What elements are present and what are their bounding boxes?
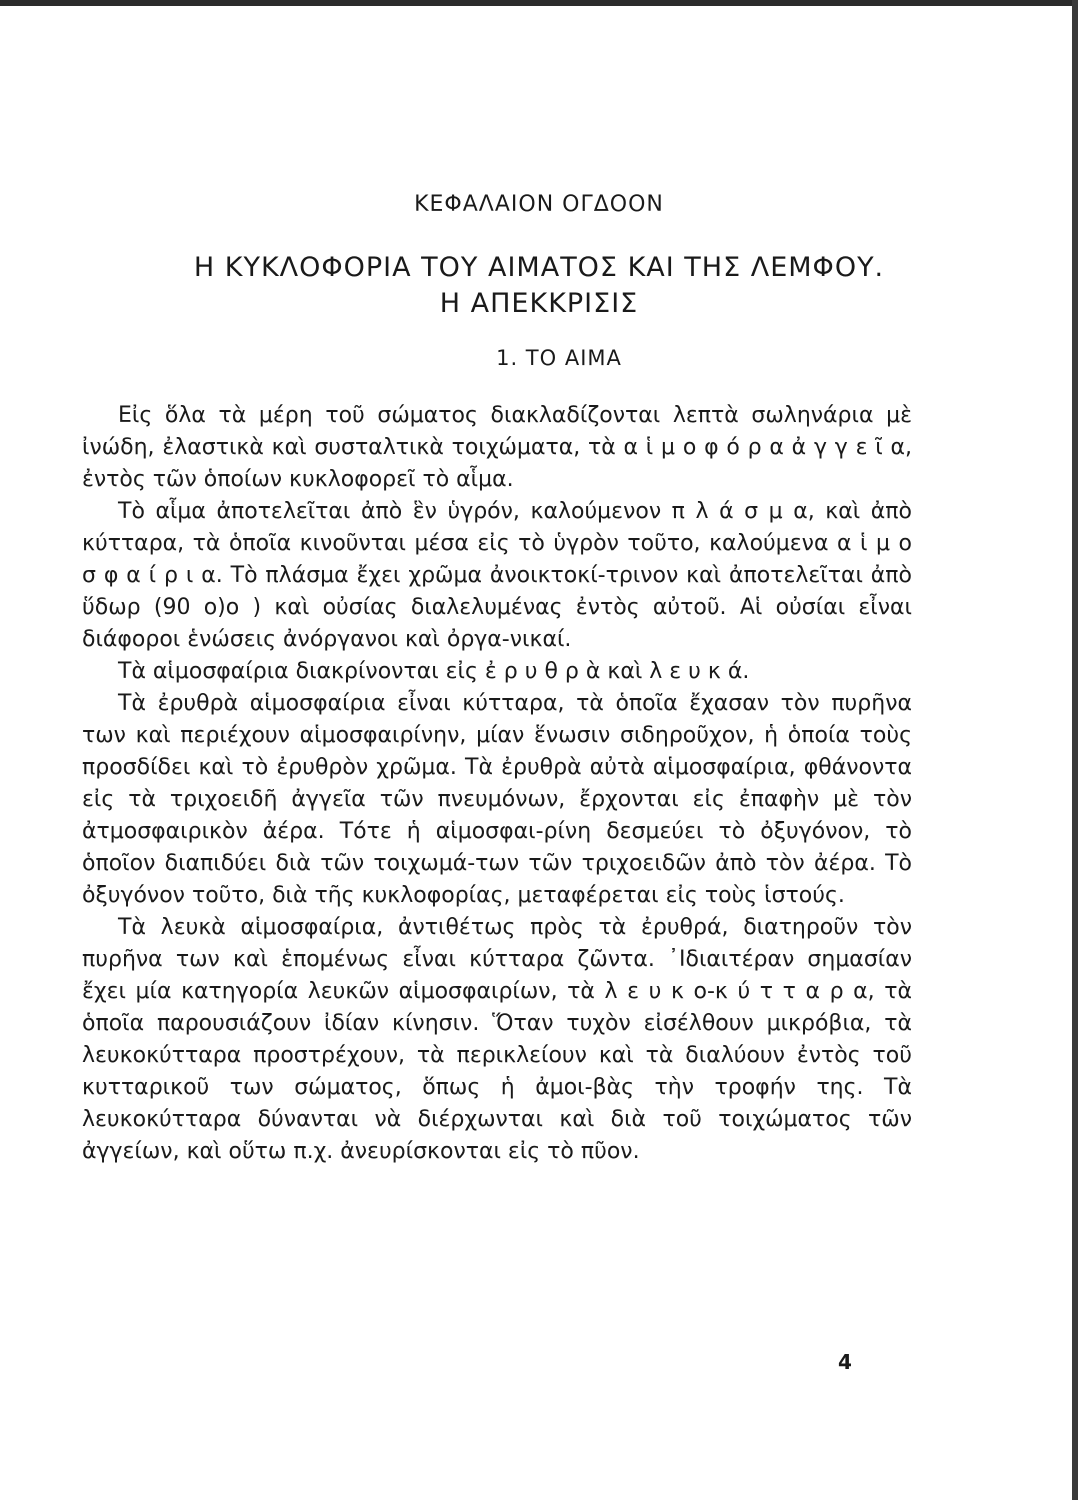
- scan-edge-right: [1072, 0, 1078, 1500]
- paragraph-2: Τὸ αἷμα ἀποτελεῖται ἀπὸ ἓν ὑγρόν, καλούμενον π λ ά σ μ α, καὶ ἀπὸ κύτταρα, τὰ ὁποῖα κινοῦνται μέσα εἰς τὸ ὑγρὸν τοῦτο, καλούμενα α ἱ μ ο σ φ α ί ρ ι α. Τὸ πλάσμα ἔχει χρῶμα ἀνοικτοκί-τρινον καὶ ἀποτελεῖται ἀπὸ ὕδωρ (90 ο)ο ) καὶ οὐσίας διαλελυμένας ἐντὸς αὐτοῦ. Αἱ οὐσίαι εἶναι διάφοροι ἑνώσεις ἀνόργανοι καὶ ὀργα-νικαί.: [82, 499, 912, 652]
- section-heading: 1. ΤΟ ΑΙΜΑ: [496, 346, 622, 370]
- chapter-label: ΚΕΦΑΛΑΙΟΝ ΟΓΔΟΟΝ: [414, 192, 664, 217]
- page-number: 4: [838, 1350, 852, 1374]
- chapter-title: [0, 250, 1078, 322]
- paragraph-3: Τὰ αἱμοσφαίρια διακρίνονται εἰς ἐ ρ υ θ ρ ὰ καὶ λ ε υ κ ά.: [118, 659, 750, 684]
- paragraph-5: Τὰ λευκὰ αἱμοσφαίρια, ἀντιθέτως πρὸς τὰ ἐρυθρά, διατηροῦν τὸν πυρῆνα των καὶ ἑπομένως εἶναι κύτταρα ζῶντα. ᾿Ιδιαιτέραν σημασίαν ἔχει μία κατηγορία λευκῶν αἱμοσφαιρίων, τὰ λ ε υ κ ο-κ ύ τ τ α ρ α, τὰ ὁποῖα παρουσιάζουν ἰδίαν κίνησιν. Ὅταν τυχὸν εἰσέλθουν μικρόβια, τὰ λευκοκύτταρα προστρέχουν, τὰ περικλείουν καὶ τὰ διαλύουν ἐντὸς τοῦ κυτταρικοῦ των σώματος, ὅπως ἡ ἀμοι-βὰς τὴν τροφήν της. Τὰ λευκοκύτταρα δύνανται νὰ διέρχωνται καὶ διὰ τοῦ τοιχώματος τῶν ἀγγείων, καὶ οὕτω π.χ. ἀνευρίσκονται εἰς τὸ πῦον.: [82, 915, 912, 1164]
- paragraph-1: Εἰς ὅλα τὰ μέρη τοῦ σώματος διακλαδίζονται λεπτὰ σωληνάρια μὲ ἰνώδη, ἐλαστικὰ καὶ συσταλτικὰ τοιχώματα, τὰ α ἱ μ ο φ ό ρ α ἀ γ γ ε ῖ α, ἐντὸς τῶν ὁποίων κυκλοφορεῖ τὸ αἷμα.: [82, 403, 912, 492]
- chapter-title-line-1: Η ΚΥΚΛΟΦΟΡΙΑ ΤΟΥ ΑΙΜΑΤΟΣ ΚΑΙ ΤΗΣ ΛΕΜΦΟΥ.: [193, 252, 885, 283]
- body-text: [82, 400, 912, 1168]
- chapter-title-line-2: Η ΑΠΕΚΚΡΙΣΙΣ: [439, 288, 639, 319]
- scan-edge-top: [0, 0, 1078, 6]
- paragraph-4: Τὰ ἐρυθρὰ αἱμοσφαίρια εἶναι κύτταρα, τὰ ὁποῖα ἔχασαν τὸν πυρῆνα των καὶ περιέχουν αἱμοσφαιρίνην, μίαν ἕνωσιν σιδηροῦχον, ἡ ὁποία τοὺς προσδίδει καὶ τὸ ἐρυθρὸν χρῶμα. Τὰ ἐρυθρὰ αὐτὰ αἱμοσφαίρια, φθάνοντα εἰς τὰ τριχοειδῆ ἀγγεῖα τῶν πνευμόνων, ἔρχονται εἰς ἐπαφὴν μὲ τὸν ἀτμοσφαιρικὸν ἀέρα. Τότε ἡ αἱμοσφαι-ρίνη δεσμεύει τὸ ὀξυγόνον, τὸ ὁποῖον διαπιδύει διὰ τῶν τοιχωμά-των τῶν τριχοειδῶν ἀπὸ τὸν ἀέρα. Τὸ ὀξυγόνον τοῦτο, διὰ τῆς κυκλοφορίας, μεταφέρεται εἰς τοὺς ἱστούς.: [82, 691, 912, 908]
